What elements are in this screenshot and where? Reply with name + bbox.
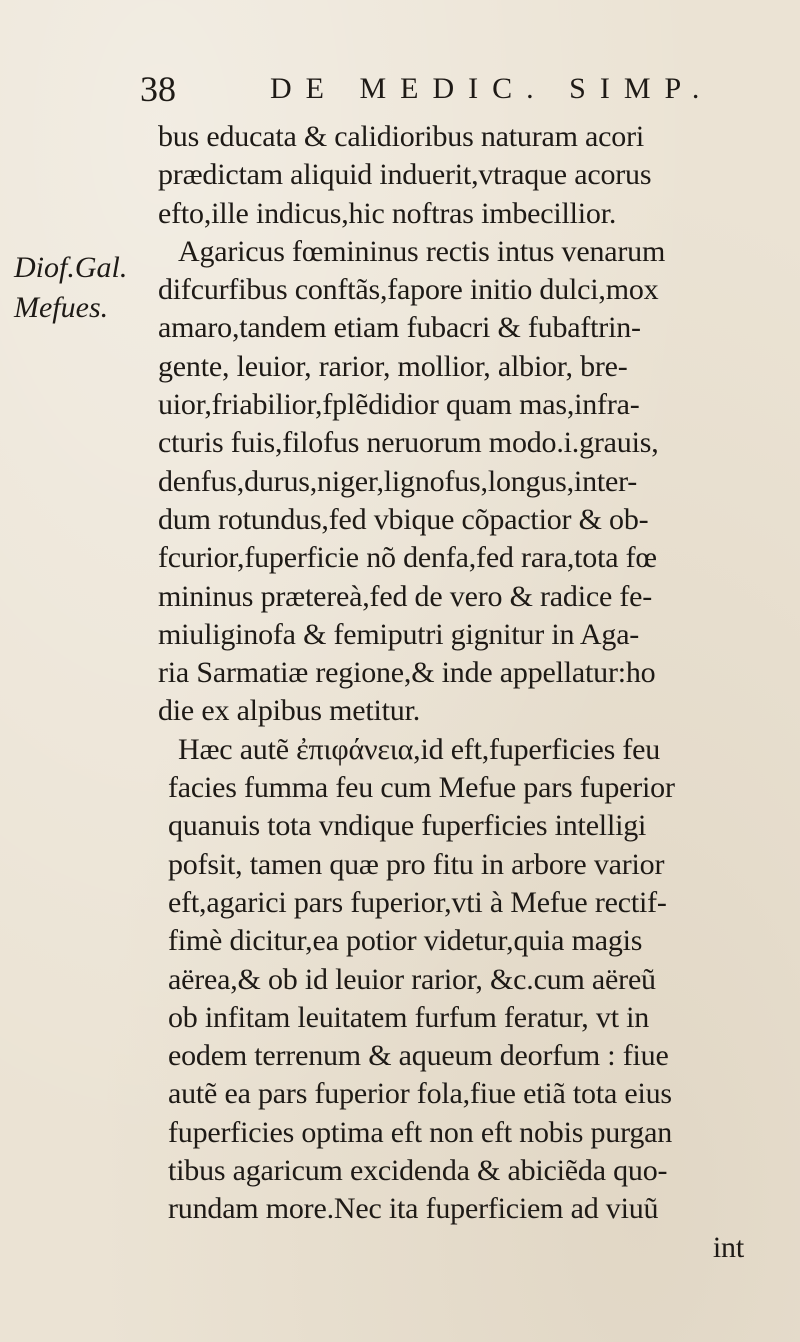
text-line: denfus,durus,niger,lignofus,longus,inter- <box>158 464 638 498</box>
text-line: Hæc autẽ ἐπιφάνεια,id eft,fuperficies feu <box>178 732 661 766</box>
text-line: fimè dicitur,ea potior videtur,quia magis <box>168 924 643 958</box>
text-line: ria Sarmatiæ regione,& inde appellatur:ho <box>158 656 656 690</box>
text-line: mininus prætereà,fed de vero & radice fe- <box>158 579 653 613</box>
text-line: quanuis tota vndique fuperficies intelligi <box>168 809 647 843</box>
margin-note: Diof.Gal. <box>14 251 128 284</box>
body-text <box>158 118 790 1267</box>
text-line: tibus agaricum excidenda & abiciẽda quo- <box>168 1154 668 1188</box>
text-line: amaro,tandem etiam fubacri & fubaftrin- <box>158 311 641 345</box>
text-line: fcurior,fuperficie nõ denfa,fed rara,tota fœ <box>158 541 657 575</box>
text-line: autẽ ea pars fuperior fola,fiue etiã tota eius <box>168 1077 672 1111</box>
text-line: eodem terrenum & aqueum deorfum : fiue <box>168 1039 669 1073</box>
catchword: int <box>712 1230 744 1264</box>
margin-notes <box>14 248 154 328</box>
text-line: dum rotundus,fed vbique cõpactior & ob- <box>158 502 649 536</box>
page-number: 38 <box>140 69 176 109</box>
text-line: cturis fuis,filofus neruorum modo.i.grauis, <box>158 426 659 460</box>
text-line: facies fumma feu cum Mefue pars fuperior <box>168 771 675 805</box>
text-line: fuperficies optima eft non eft nobis purgan <box>168 1115 673 1149</box>
page-header <box>140 68 760 118</box>
text-line: miuliginofa & femiputri gignitur in Aga- <box>158 617 640 651</box>
text-line: rundam more.Nec ita fuperficiem ad viuũ <box>168 1192 659 1226</box>
text-line: aërea,& ob id leuior rarior, &c.cum aëreũ <box>168 962 656 996</box>
text-line: ob infitam leuitatem furfum feratur, vt in <box>168 1000 650 1034</box>
text-line: die ex alpibus metitur. <box>158 694 421 728</box>
text-line: uior,friabilior,fplẽdidior quam mas,infra- <box>158 388 640 422</box>
text-line: gente, leuior, rarior, mollior, albior, bre- <box>158 349 628 383</box>
text-line: Agaricus fœmininus rectis intus venarum <box>178 234 666 268</box>
text-line: prædictam aliquid induerit,vtraque acorus <box>158 158 652 192</box>
text-line: eft,agarici pars fuperior,vti à Mefue rectif- <box>168 885 667 919</box>
text-line: pofsit, tamen quæ pro fitu in arbore varior <box>168 847 665 881</box>
margin-note: Mefues. <box>14 291 109 324</box>
text-line: difcurfibus conftãs,fapore initio dulci,mox <box>158 273 659 307</box>
text-line: bus educata & calidioribus naturam acori <box>158 120 644 153</box>
text-line: efto,ille indicus,hic noftras imbecillior. <box>158 196 617 230</box>
running-head: DE MEDIC. SIMP. <box>270 72 714 105</box>
